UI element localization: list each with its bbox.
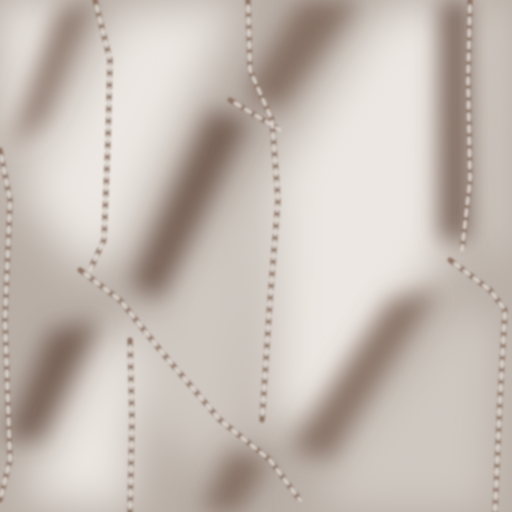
seam <box>130 340 132 512</box>
